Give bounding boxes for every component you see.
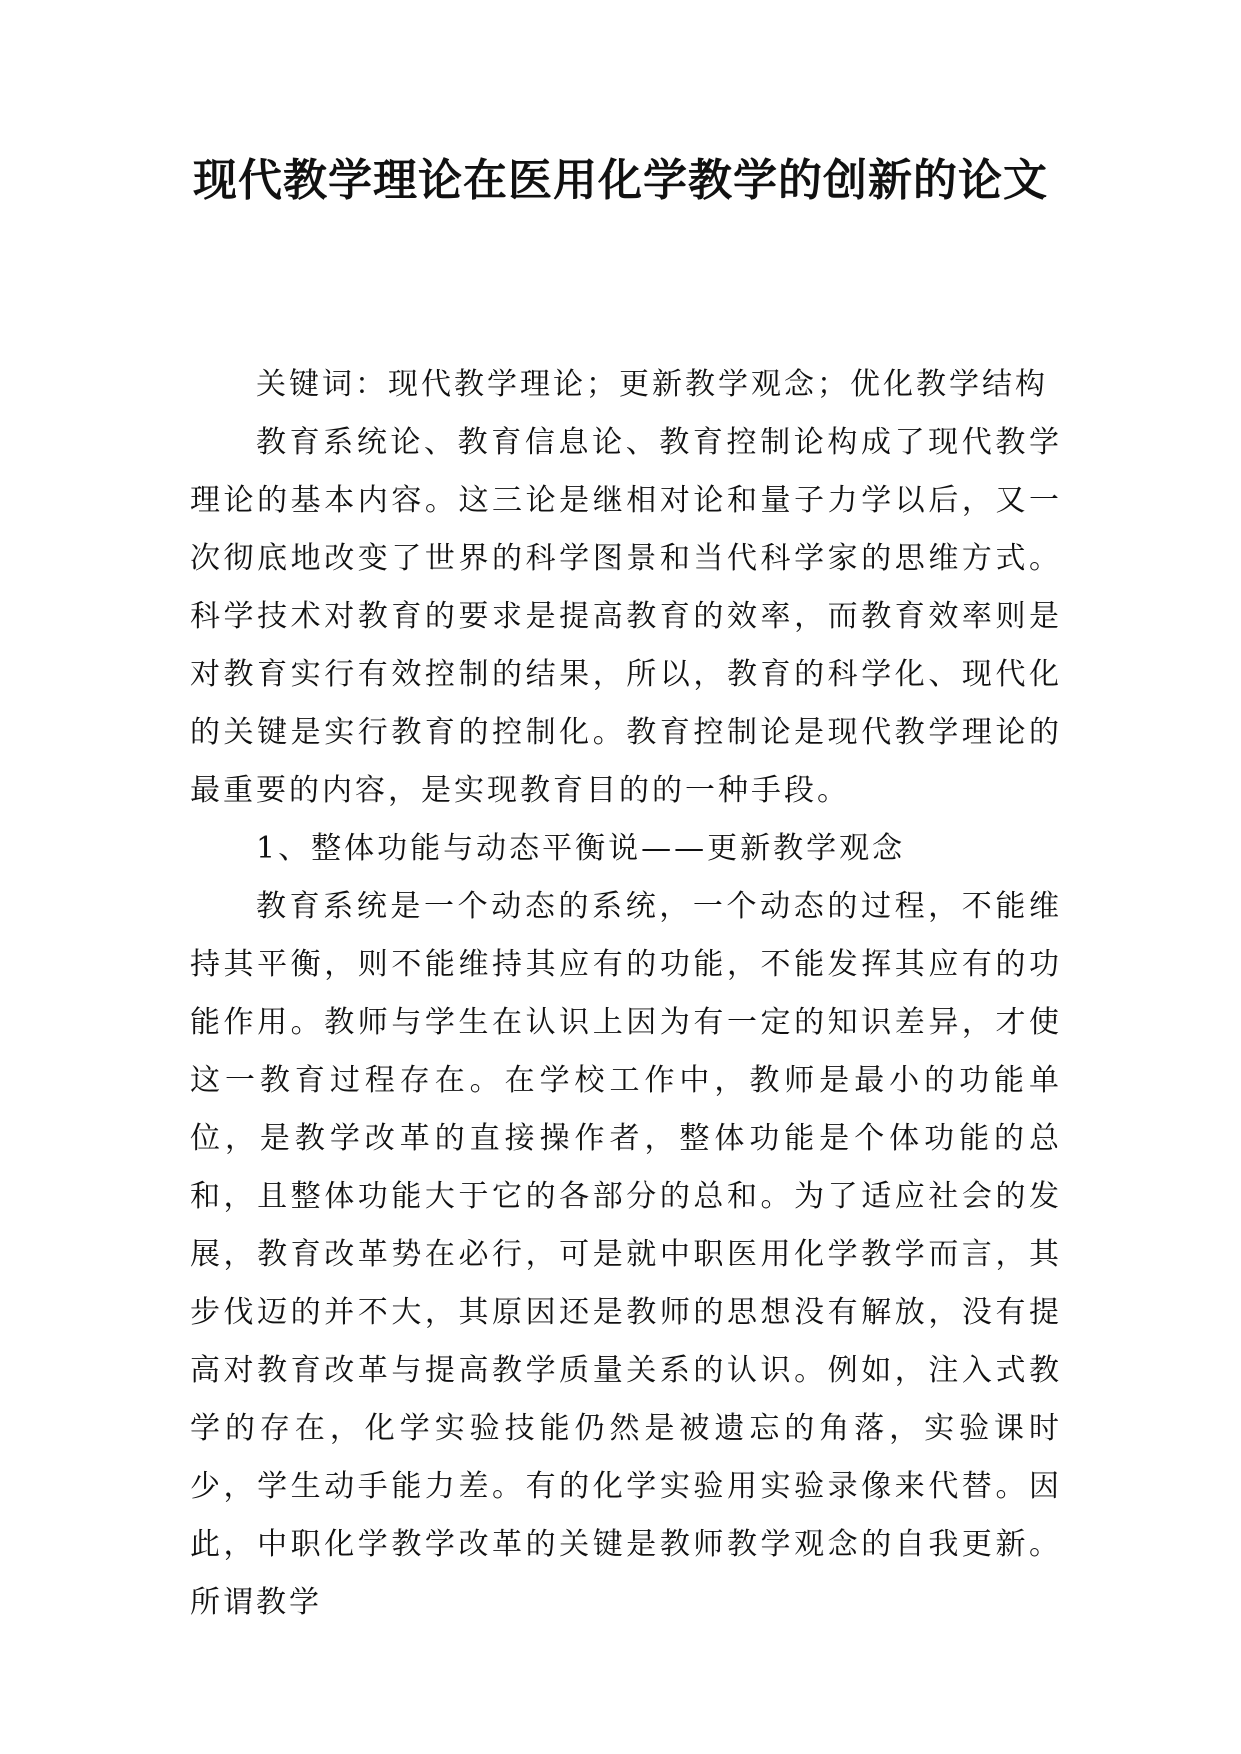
section-paragraph: 教育系统是一个动态的系统，一个动态的过程，不能维持其平衡，则不能维持其应有的功能，不能发挥其应有的功能作用。教师与学生在认识上因为有一定的知识差异，才使这一教育过程存在。在学校工作中，教师是最小的功能单位，是教学改革的直接操作者，整体功能是个体功能的总和，且整体功能大于它的各部分的总和。为了适应社会的发展，教育改革势在必行，可是就中职医用化学教学而言，其步伐迈的并不大，其原因还是教师的思想没有解放，没有提高对教育改革与提高教学质量关系的认识。例如，注入式教学的存在，化学实验技能仍然是被遗忘的角落，实验课时少，学生动手能力差。有的化学实验用实验录像来代替。因此，中职化学教学改革的关键是教师教学观念的自我更新。所谓教学 bbox=[190, 889, 1062, 1620]
keywords-line: 关键词：现代教学理论；更新教学观念；优化教学结构 bbox=[256, 367, 1048, 402]
section-heading: 1、整体功能与动态平衡说——更新教学观念 bbox=[256, 831, 906, 866]
document-body bbox=[190, 356, 1062, 1632]
document-title: 现代教学理论在医用化学教学的创新的论文 bbox=[193, 155, 1048, 206]
intro-paragraph: 教育系统论、教育信息论、教育控制论构成了现代教学理论的基本内容。这三论是继相对论和量子力学以后，又一次彻底地改变了世界的科学图景和当代科学家的思维方式。科学技术对教育的要求是提高教育的效率，而教育效率则是对教育实行有效控制的结果，所以，教育的科学化、现代化的关键是实行教育的控制化。教育控制论是现代教学理论的最重要的内容，是实现教育目的的一种手段。 bbox=[190, 425, 1062, 808]
